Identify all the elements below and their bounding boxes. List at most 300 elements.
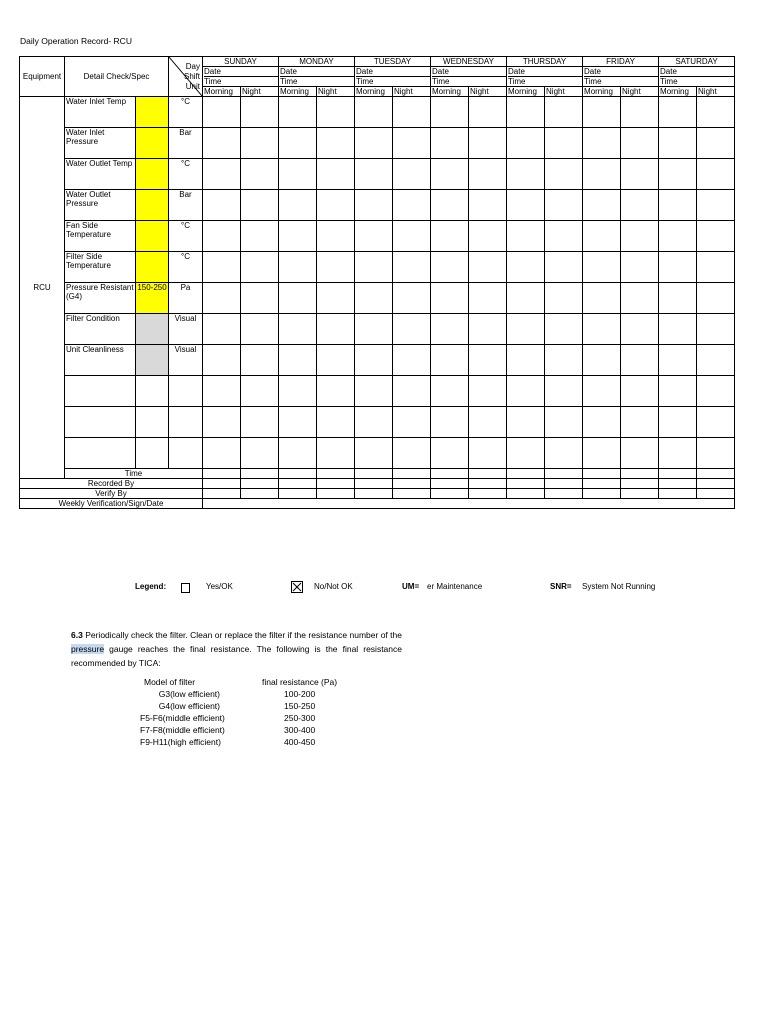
day-shift-unit-header bbox=[169, 57, 203, 97]
entry-cell[interactable] bbox=[659, 128, 697, 159]
entry-cell[interactable] bbox=[697, 97, 735, 128]
day-header-saturday: SATURDAY bbox=[659, 57, 735, 67]
entry-cell[interactable] bbox=[545, 190, 583, 221]
entry-cell[interactable] bbox=[393, 376, 431, 407]
unit-label: Unit bbox=[185, 82, 200, 91]
entry-cell[interactable] bbox=[393, 97, 431, 128]
entry-cell[interactable] bbox=[659, 159, 697, 190]
date-cell[interactable] bbox=[659, 67, 735, 87]
entry-cell[interactable] bbox=[431, 314, 469, 345]
entry-cell[interactable] bbox=[697, 314, 735, 345]
entry-cell[interactable] bbox=[621, 489, 659, 499]
entry-cell[interactable] bbox=[279, 438, 317, 469]
entry-cell[interactable] bbox=[545, 128, 583, 159]
entry-cell[interactable] bbox=[393, 407, 431, 438]
entry-cell[interactable] bbox=[583, 407, 621, 438]
unit-cell bbox=[169, 407, 203, 438]
entry-cell[interactable] bbox=[507, 345, 545, 376]
footer-row bbox=[20, 469, 735, 479]
day-header-friday: FRIDAY bbox=[583, 57, 659, 67]
entry-cell[interactable] bbox=[393, 221, 431, 252]
check-item-label: Water Outlet Pressure bbox=[65, 190, 136, 221]
entry-cell[interactable] bbox=[317, 128, 355, 159]
entry-cell[interactable] bbox=[355, 283, 393, 314]
entry-cell[interactable] bbox=[583, 438, 621, 469]
entry-cell[interactable] bbox=[583, 252, 621, 283]
entry-cell[interactable] bbox=[355, 190, 393, 221]
unit-cell: Visual bbox=[169, 314, 203, 345]
morning-label: Morning bbox=[279, 87, 317, 97]
unit-cell: °C bbox=[169, 159, 203, 190]
entry-cell[interactable] bbox=[393, 345, 431, 376]
entry-cell[interactable] bbox=[279, 479, 317, 489]
footer-label: Recorded By bbox=[20, 479, 203, 489]
night-label: Night bbox=[317, 87, 355, 97]
entry-cell[interactable] bbox=[317, 438, 355, 469]
entry-cell[interactable] bbox=[545, 407, 583, 438]
morning-label: Morning bbox=[507, 87, 545, 97]
entry-cell[interactable] bbox=[659, 283, 697, 314]
entry-cell[interactable] bbox=[279, 159, 317, 190]
entry-cell[interactable] bbox=[431, 128, 469, 159]
section-line1: Periodically check the filter. Clean or replace the filter if the resistance number of the bbox=[82, 630, 402, 640]
table-row bbox=[20, 252, 735, 283]
entry-cell[interactable] bbox=[355, 345, 393, 376]
entry-cell[interactable] bbox=[241, 407, 279, 438]
entry-cell[interactable] bbox=[507, 159, 545, 190]
entry-cell[interactable] bbox=[203, 252, 241, 283]
entry-cell[interactable] bbox=[659, 438, 697, 469]
spec-cell bbox=[136, 407, 169, 438]
entry-cell[interactable] bbox=[317, 283, 355, 314]
spec-cell bbox=[136, 97, 169, 128]
entry-cell[interactable] bbox=[469, 438, 507, 469]
filter-resistance: 400-450 bbox=[284, 737, 316, 747]
entry-cell[interactable] bbox=[317, 479, 355, 489]
entry-cell[interactable] bbox=[317, 159, 355, 190]
filter-model: F7-F8(middle efficient) bbox=[140, 725, 225, 735]
entry-cell[interactable] bbox=[279, 407, 317, 438]
legend-snr-value: System Not Running bbox=[582, 582, 656, 591]
time-label: Time bbox=[660, 77, 678, 86]
spec-cell: 150-250 bbox=[136, 283, 169, 314]
entry-cell[interactable] bbox=[659, 469, 697, 479]
entry-cell[interactable] bbox=[659, 252, 697, 283]
entry-cell[interactable] bbox=[697, 128, 735, 159]
check-item-label: Filter Side Temperature bbox=[65, 252, 136, 283]
entry-cell[interactable] bbox=[279, 128, 317, 159]
table-row bbox=[20, 97, 735, 128]
entry-cell[interactable] bbox=[697, 438, 735, 469]
entry-cell[interactable] bbox=[621, 190, 659, 221]
entry-cell[interactable] bbox=[545, 97, 583, 128]
entry-cell[interactable] bbox=[393, 438, 431, 469]
entry-cell[interactable] bbox=[355, 314, 393, 345]
entry-cell[interactable] bbox=[355, 159, 393, 190]
entry-cell[interactable] bbox=[697, 489, 735, 499]
entry-cell[interactable] bbox=[545, 479, 583, 489]
entry-cell[interactable] bbox=[469, 345, 507, 376]
filter-model: F5-F6(middle efficient) bbox=[140, 713, 225, 723]
entry-cell[interactable] bbox=[317, 345, 355, 376]
filter-resistance-column bbox=[262, 676, 338, 747]
entry-cell[interactable] bbox=[241, 283, 279, 314]
entry-cell[interactable] bbox=[469, 159, 507, 190]
entry-cell[interactable] bbox=[583, 97, 621, 128]
entry-cell[interactable] bbox=[203, 499, 735, 509]
entry-cell[interactable] bbox=[241, 159, 279, 190]
entry-cell[interactable] bbox=[469, 479, 507, 489]
entry-cell[interactable] bbox=[279, 283, 317, 314]
entry-cell[interactable] bbox=[393, 489, 431, 499]
entry-cell[interactable] bbox=[355, 128, 393, 159]
entry-cell[interactable] bbox=[659, 479, 697, 489]
spec-cell bbox=[136, 159, 169, 190]
footer-label: Verify By bbox=[20, 489, 203, 499]
spec-cell bbox=[136, 190, 169, 221]
unit-cell: °C bbox=[169, 252, 203, 283]
entry-cell[interactable] bbox=[545, 345, 583, 376]
entry-cell[interactable] bbox=[393, 128, 431, 159]
entry-cell[interactable] bbox=[507, 97, 545, 128]
entry-cell[interactable] bbox=[621, 438, 659, 469]
entry-cell[interactable] bbox=[317, 314, 355, 345]
entry-cell[interactable] bbox=[583, 469, 621, 479]
filter-resistance: 100-200 bbox=[284, 689, 316, 699]
entry-cell[interactable] bbox=[241, 314, 279, 345]
equipment-header: Equipment bbox=[20, 57, 65, 97]
entry-cell[interactable] bbox=[469, 376, 507, 407]
entry-cell[interactable] bbox=[203, 159, 241, 190]
entry-cell[interactable] bbox=[279, 489, 317, 499]
unit-cell: °C bbox=[169, 221, 203, 252]
entry-cell[interactable] bbox=[393, 469, 431, 479]
entry-cell[interactable] bbox=[507, 438, 545, 469]
section-number: 6.3 bbox=[71, 630, 83, 640]
footer-label: Weekly Verification/Sign/Date bbox=[20, 499, 203, 509]
entry-cell[interactable] bbox=[545, 469, 583, 479]
entry-cell[interactable] bbox=[507, 314, 545, 345]
date-cell[interactable] bbox=[279, 67, 355, 87]
entry-cell[interactable] bbox=[469, 97, 507, 128]
check-item-label: Fan Side Temperature bbox=[65, 221, 136, 252]
entry-cell[interactable] bbox=[241, 97, 279, 128]
entry-cell[interactable] bbox=[583, 376, 621, 407]
spec-cell bbox=[136, 345, 169, 376]
entry-cell[interactable] bbox=[545, 489, 583, 499]
entry-cell[interactable] bbox=[659, 376, 697, 407]
entry-cell[interactable] bbox=[393, 314, 431, 345]
entry-cell[interactable] bbox=[431, 469, 469, 479]
entry-cell[interactable] bbox=[317, 407, 355, 438]
entry-cell[interactable] bbox=[469, 128, 507, 159]
entry-cell[interactable] bbox=[507, 221, 545, 252]
entry-cell[interactable] bbox=[469, 221, 507, 252]
night-label: Night bbox=[469, 87, 507, 97]
entry-cell[interactable] bbox=[317, 97, 355, 128]
entry-cell[interactable] bbox=[355, 376, 393, 407]
filter-resistance: 250-300 bbox=[284, 713, 316, 723]
entry-cell[interactable] bbox=[621, 345, 659, 376]
entry-cell[interactable] bbox=[621, 128, 659, 159]
entry-cell[interactable] bbox=[431, 190, 469, 221]
entry-cell[interactable] bbox=[203, 190, 241, 221]
unit-cell: °C bbox=[169, 97, 203, 128]
legend-um-value: er Maintenance bbox=[427, 582, 483, 591]
date-cell[interactable] bbox=[431, 67, 507, 87]
entry-cell[interactable] bbox=[241, 221, 279, 252]
entry-cell[interactable] bbox=[697, 376, 735, 407]
entry-cell[interactable] bbox=[279, 190, 317, 221]
entry-cell[interactable] bbox=[583, 479, 621, 489]
entry-cell[interactable] bbox=[431, 376, 469, 407]
entry-cell[interactable] bbox=[203, 438, 241, 469]
entry-cell[interactable] bbox=[317, 376, 355, 407]
entry-cell[interactable] bbox=[659, 489, 697, 499]
check-item-label: Pressure Resistant (G4) bbox=[65, 283, 136, 314]
entry-cell[interactable] bbox=[317, 190, 355, 221]
entry-cell[interactable] bbox=[469, 469, 507, 479]
entry-cell[interactable] bbox=[279, 221, 317, 252]
entry-cell[interactable] bbox=[583, 283, 621, 314]
entry-cell[interactable] bbox=[621, 376, 659, 407]
entry-cell[interactable] bbox=[355, 221, 393, 252]
morning-label: Morning bbox=[431, 87, 469, 97]
entry-cell[interactable] bbox=[431, 252, 469, 283]
entry-cell[interactable] bbox=[583, 489, 621, 499]
entry-cell[interactable] bbox=[431, 407, 469, 438]
date-label: Date bbox=[660, 67, 734, 77]
check-item-label: Water Outlet Temp bbox=[65, 159, 136, 190]
entry-cell[interactable] bbox=[697, 469, 735, 479]
table-row bbox=[20, 283, 735, 314]
entry-cell[interactable] bbox=[279, 345, 317, 376]
entry-cell[interactable] bbox=[469, 489, 507, 499]
entry-cell[interactable] bbox=[279, 97, 317, 128]
entry-cell[interactable] bbox=[317, 469, 355, 479]
entry-cell[interactable] bbox=[317, 489, 355, 499]
entry-cell[interactable] bbox=[317, 252, 355, 283]
spec-cell bbox=[136, 252, 169, 283]
unit-cell bbox=[169, 376, 203, 407]
entry-cell[interactable] bbox=[469, 283, 507, 314]
entry-cell[interactable] bbox=[507, 128, 545, 159]
entry-cell[interactable] bbox=[431, 159, 469, 190]
filter-model-column bbox=[140, 676, 225, 747]
document-title: Daily Operation Record- RCU bbox=[20, 36, 132, 46]
entry-cell[interactable] bbox=[621, 314, 659, 345]
filter-model: G3(low efficient) bbox=[158, 689, 220, 699]
date-cell[interactable] bbox=[203, 67, 279, 87]
time-label: Time bbox=[356, 77, 374, 86]
entry-cell[interactable] bbox=[241, 128, 279, 159]
entry-cell[interactable] bbox=[583, 128, 621, 159]
entry-cell[interactable] bbox=[545, 438, 583, 469]
entry-cell[interactable] bbox=[431, 479, 469, 489]
entry-cell[interactable] bbox=[203, 407, 241, 438]
unit-cell: Pa bbox=[169, 283, 203, 314]
entry-cell[interactable] bbox=[203, 489, 241, 499]
entry-cell[interactable] bbox=[355, 479, 393, 489]
entry-cell[interactable] bbox=[469, 407, 507, 438]
entry-cell[interactable] bbox=[545, 283, 583, 314]
time-label: Time bbox=[584, 77, 602, 86]
table-row bbox=[20, 345, 735, 376]
entry-cell[interactable] bbox=[621, 469, 659, 479]
entry-cell[interactable] bbox=[393, 479, 431, 489]
entry-cell[interactable] bbox=[203, 128, 241, 159]
check-item-label: Unit Cleanliness bbox=[65, 345, 136, 376]
entry-cell[interactable] bbox=[355, 407, 393, 438]
entry-cell[interactable] bbox=[659, 314, 697, 345]
entry-cell[interactable] bbox=[545, 159, 583, 190]
entry-cell[interactable] bbox=[203, 314, 241, 345]
entry-cell[interactable] bbox=[659, 190, 697, 221]
entry-cell[interactable] bbox=[621, 407, 659, 438]
entry-cell[interactable] bbox=[241, 190, 279, 221]
entry-cell[interactable] bbox=[621, 159, 659, 190]
entry-cell[interactable] bbox=[393, 159, 431, 190]
entry-cell[interactable] bbox=[583, 314, 621, 345]
entry-cell[interactable] bbox=[279, 314, 317, 345]
entry-cell[interactable] bbox=[659, 407, 697, 438]
entry-cell[interactable] bbox=[431, 221, 469, 252]
entry-cell[interactable] bbox=[659, 221, 697, 252]
entry-cell[interactable] bbox=[355, 438, 393, 469]
entry-cell[interactable] bbox=[697, 252, 735, 283]
entry-cell[interactable] bbox=[317, 221, 355, 252]
entry-cell[interactable] bbox=[659, 345, 697, 376]
entry-cell[interactable] bbox=[697, 345, 735, 376]
highlighted-word: pressure bbox=[71, 644, 105, 654]
entry-cell[interactable] bbox=[507, 283, 545, 314]
operation-record-table bbox=[19, 56, 735, 509]
entry-cell[interactable] bbox=[507, 252, 545, 283]
spec-cell bbox=[136, 438, 169, 469]
footer-label: Time bbox=[65, 469, 203, 479]
entry-cell[interactable] bbox=[545, 376, 583, 407]
entry-cell[interactable] bbox=[697, 190, 735, 221]
time-label: Time bbox=[280, 77, 298, 86]
entry-cell[interactable] bbox=[507, 190, 545, 221]
filter-model: G4(low efficient) bbox=[158, 701, 220, 711]
entry-cell[interactable] bbox=[697, 221, 735, 252]
morning-label: Morning bbox=[583, 87, 621, 97]
entry-cell[interactable] bbox=[203, 97, 241, 128]
night-label: Night bbox=[241, 87, 279, 97]
entry-cell[interactable] bbox=[697, 283, 735, 314]
entry-cell[interactable] bbox=[697, 479, 735, 489]
entry-cell[interactable] bbox=[431, 283, 469, 314]
shift-label: Shift bbox=[183, 72, 200, 81]
entry-cell[interactable] bbox=[203, 479, 241, 489]
day-header-monday: MONDAY bbox=[279, 57, 355, 67]
entry-cell[interactable] bbox=[203, 469, 241, 479]
entry-cell[interactable] bbox=[355, 252, 393, 283]
entry-cell[interactable] bbox=[545, 252, 583, 283]
unit-cell: Visual bbox=[169, 345, 203, 376]
entry-cell[interactable] bbox=[583, 221, 621, 252]
entry-cell[interactable] bbox=[659, 97, 697, 128]
date-cell[interactable] bbox=[355, 67, 431, 87]
entry-cell[interactable] bbox=[203, 345, 241, 376]
table-row bbox=[20, 190, 735, 221]
entry-cell[interactable] bbox=[241, 252, 279, 283]
entry-cell[interactable] bbox=[241, 479, 279, 489]
entry-cell[interactable] bbox=[469, 314, 507, 345]
entry-cell[interactable] bbox=[393, 190, 431, 221]
entry-cell[interactable] bbox=[355, 489, 393, 499]
entry-cell[interactable] bbox=[241, 376, 279, 407]
entry-cell[interactable] bbox=[203, 221, 241, 252]
entry-cell[interactable] bbox=[393, 283, 431, 314]
entry-cell[interactable] bbox=[241, 489, 279, 499]
check-item-label: Water Inlet Pressure bbox=[65, 128, 136, 159]
date-cell[interactable] bbox=[507, 67, 583, 87]
check-item-label bbox=[65, 376, 136, 407]
entry-cell[interactable] bbox=[431, 438, 469, 469]
footer-row bbox=[20, 499, 735, 509]
entry-cell[interactable] bbox=[431, 97, 469, 128]
date-label: Date bbox=[280, 67, 354, 77]
legend-label: Legend: bbox=[135, 582, 167, 591]
day-header-sunday: SUNDAY bbox=[203, 57, 279, 67]
entry-cell[interactable] bbox=[279, 252, 317, 283]
entry-cell[interactable] bbox=[697, 407, 735, 438]
entry-cell[interactable] bbox=[241, 469, 279, 479]
entry-cell[interactable] bbox=[393, 252, 431, 283]
check-item-label: Filter Condition bbox=[65, 314, 136, 345]
entry-cell[interactable] bbox=[545, 221, 583, 252]
entry-cell[interactable] bbox=[203, 283, 241, 314]
entry-cell[interactable] bbox=[241, 345, 279, 376]
date-cell[interactable] bbox=[583, 67, 659, 87]
entry-cell[interactable] bbox=[279, 376, 317, 407]
entry-cell[interactable] bbox=[469, 190, 507, 221]
table-row bbox=[20, 314, 735, 345]
entry-cell[interactable] bbox=[583, 190, 621, 221]
entry-cell[interactable] bbox=[621, 283, 659, 314]
entry-cell[interactable] bbox=[279, 469, 317, 479]
entry-cell[interactable] bbox=[621, 221, 659, 252]
entry-cell[interactable] bbox=[355, 97, 393, 128]
entry-cell[interactable] bbox=[583, 159, 621, 190]
check-item-label: Water Inlet Temp bbox=[65, 97, 136, 128]
entry-cell[interactable] bbox=[507, 489, 545, 499]
entry-cell[interactable] bbox=[241, 438, 279, 469]
entry-cell[interactable] bbox=[583, 345, 621, 376]
entry-cell[interactable] bbox=[621, 97, 659, 128]
time-label: Time bbox=[508, 77, 526, 86]
entry-cell[interactable] bbox=[545, 314, 583, 345]
entry-cell[interactable] bbox=[507, 407, 545, 438]
entry-cell[interactable] bbox=[507, 479, 545, 489]
date-label: Date bbox=[356, 67, 430, 77]
entry-cell[interactable] bbox=[507, 376, 545, 407]
filter-resistance: 150-250 bbox=[284, 701, 316, 711]
entry-cell[interactable] bbox=[203, 376, 241, 407]
entry-cell[interactable] bbox=[621, 252, 659, 283]
entry-cell[interactable] bbox=[431, 489, 469, 499]
entry-cell[interactable] bbox=[431, 345, 469, 376]
entry-cell[interactable] bbox=[507, 469, 545, 479]
spec-cell bbox=[136, 221, 169, 252]
entry-cell[interactable] bbox=[621, 479, 659, 489]
day-header-wednesday: WEDNESDAY bbox=[431, 57, 507, 67]
entry-cell[interactable] bbox=[469, 252, 507, 283]
entry-cell[interactable] bbox=[697, 159, 735, 190]
entry-cell[interactable] bbox=[355, 469, 393, 479]
